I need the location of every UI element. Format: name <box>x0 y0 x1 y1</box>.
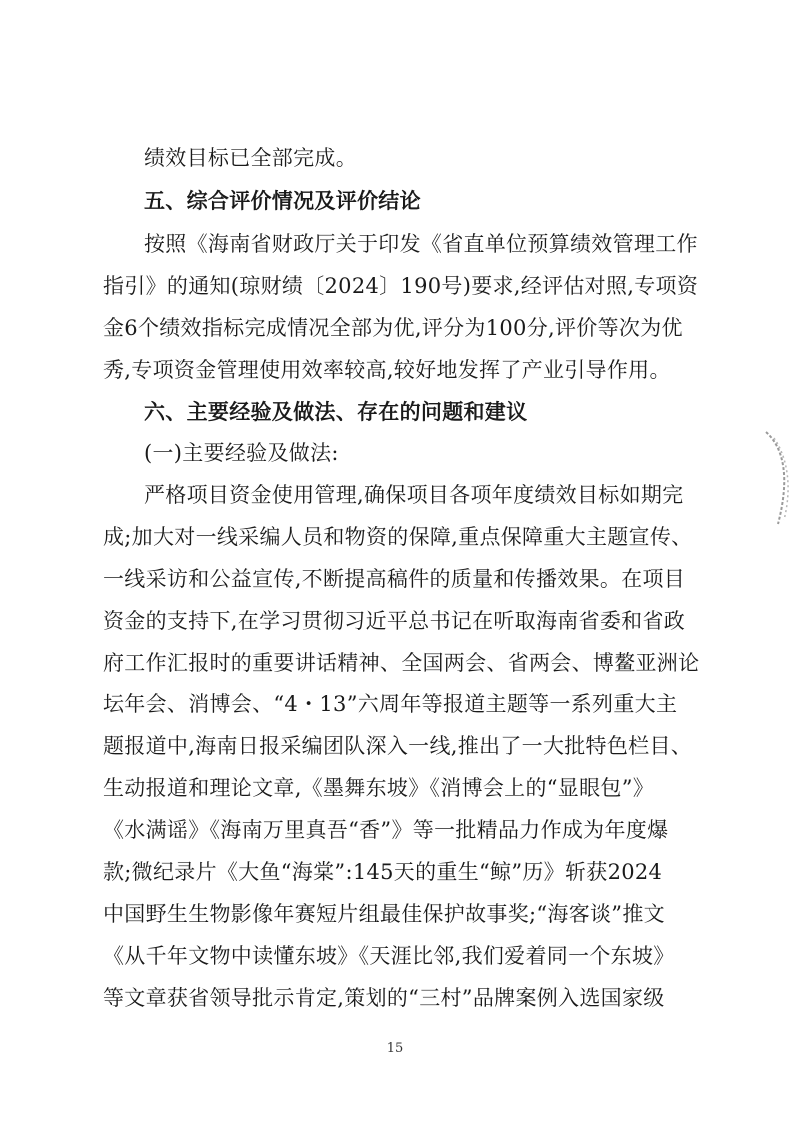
paragraph-line: 资金的支持下,在学习贯彻习近平总书记在听取海南省委和省政 <box>103 609 686 633</box>
paragraph-line: 指引》的通知(琼财绩〔2024〕190号)要求,经评估对照,专项资 <box>103 274 699 298</box>
paragraph-line: 一线采访和公益宣传,不断提高稿件的质量和传播效果。在项目 <box>103 567 686 591</box>
paragraph-line: 坛年会、消博会、“4・13”六周年等报道主题等一系列重大主 <box>103 692 678 716</box>
page-number: 15 <box>386 1041 404 1056</box>
paragraph-line: 府工作汇报时的重要讲话精神、全国两会、省两会、博鳌亚洲论 <box>103 651 700 675</box>
paragraph-line: 绩效目标已全部完成。 <box>144 146 357 170</box>
paragraph-line: 等文章获省领导批示肯定,策划的“三村”品牌案例入选国家级 <box>103 986 665 1010</box>
section-heading-six: 六、主要经验及做法、存在的问题和建议 <box>144 400 528 424</box>
seal-edge-mark <box>758 428 793 528</box>
paragraph-line: 题报道中,海南日报采编团队深入一线,推出了一大批特色栏目、 <box>103 734 693 758</box>
paragraph-line: 严格项目资金使用管理,确保项目各项年度绩效目标如期完 <box>144 483 684 507</box>
subsection-heading: (一)主要经验及做法: <box>144 441 339 465</box>
paragraph-line: 款;微纪录片《大鱼“海棠”:145天的重生“鲸”历》斩获2024 <box>103 860 663 884</box>
paragraph-line: 生动报道和理论文章,《墨舞东坡》《消博会上的“显眼包”》 <box>103 776 655 800</box>
section-heading-five: 五、综合评价情况及评价结论 <box>144 189 421 213</box>
paragraph-line: 金6个绩效指标完成情况全部为优,评分为100分,评价等次为优 <box>103 316 683 340</box>
paragraph-line: 按照《海南省财政厅关于印发《省直单位预算绩效管理工作 <box>144 232 698 256</box>
paragraph-line: 《从千年文物中读懂东坡》《天涯比邻,我们爱着同一个东坡》 <box>103 944 675 968</box>
paragraph-line: 《水满谣》《海南万里真吾“香”》等一批精品力作成为年度爆 <box>103 818 669 842</box>
paragraph-line: 成;加大对一线采编人员和物资的保障,重点保障重大主题宣传、 <box>103 525 693 549</box>
paragraph-line: 中国野生生物影像年赛短片组最佳保护故事奖;“海客谈”推文 <box>103 902 665 926</box>
paragraph-line: 秀,专项资金管理使用效率较高,较好地发挥了产业引导作用。 <box>103 358 671 382</box>
